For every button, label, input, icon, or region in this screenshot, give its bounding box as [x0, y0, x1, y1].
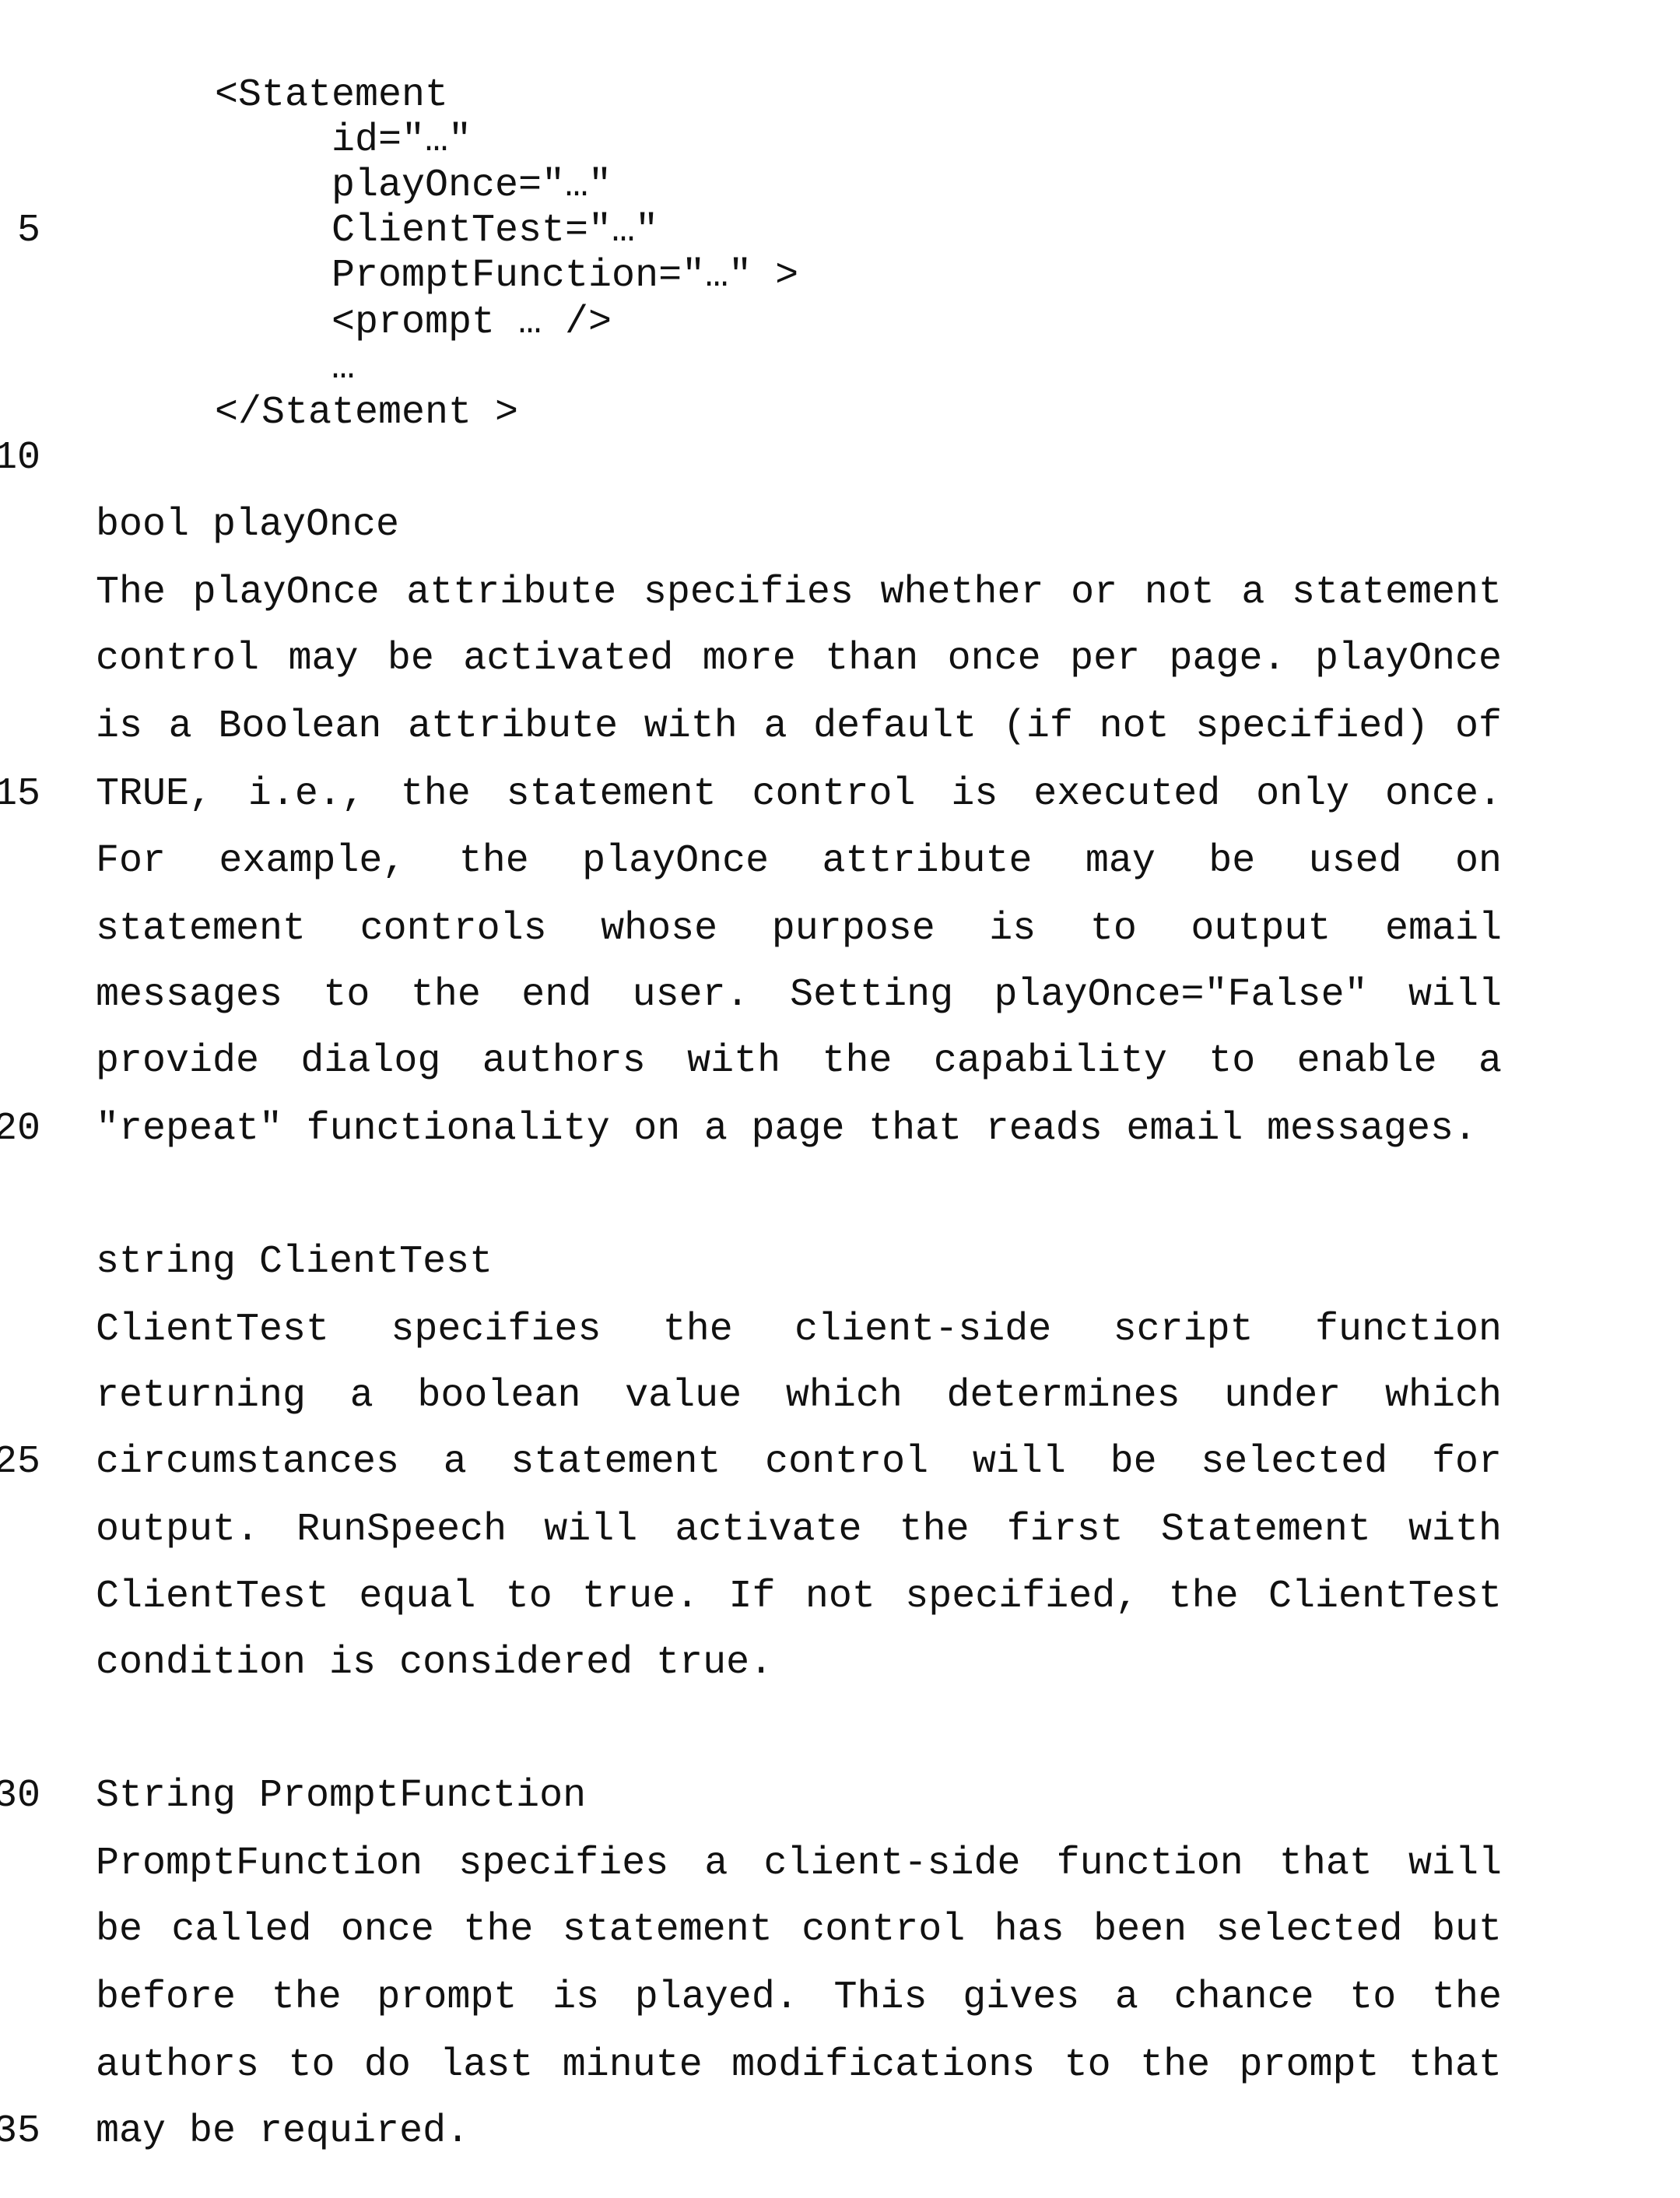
section-heading: string ClientTest: [96, 1239, 493, 1286]
code-line: …: [331, 345, 355, 391]
line-number: 5: [17, 208, 40, 255]
text-line: "repeat" functionality on a page that reads email messages.: [96, 1106, 1477, 1153]
line-number: 35: [0, 2108, 40, 2155]
code-line: PromptFunction="…" >: [331, 253, 798, 300]
code-line: </Statement >: [215, 390, 518, 437]
text-line: statement controls whose purpose is to output email: [96, 906, 1502, 953]
line-number: 10: [0, 435, 40, 482]
code-line: ClientTest="…": [331, 208, 658, 255]
line-number: 25: [0, 1439, 40, 1486]
text-line: returning a boolean value which determines under which: [96, 1373, 1502, 1420]
code-line: id="…": [331, 118, 472, 164]
text-line: condition is considered true.: [96, 1640, 1502, 1687]
text-line: PromptFunction specifies a client-side function that will: [96, 1841, 1502, 1887]
text-line: be called once the statement control has been selected but: [96, 1907, 1502, 1954]
text-line: is a Boolean attribute with a default (if not specified) of: [96, 704, 1502, 750]
code-line: playOnce="…": [331, 163, 612, 209]
code-line: <Statement: [215, 72, 448, 119]
text-line: For example, the playOnce attribute may be used on: [96, 838, 1502, 885]
text-line: messages to the end user. Setting playOnce="False" will: [96, 972, 1502, 1019]
line-number: 20: [0, 1106, 40, 1153]
section-heading: bool playOnce: [96, 502, 399, 549]
text-line: before the prompt is played. This gives a chance to the: [96, 1975, 1502, 2021]
text-line: ClientTest equal to true. If not specified, the ClientTest: [96, 1574, 1502, 1620]
line-number: 15: [0, 771, 40, 818]
text-line: control may be activated more than once per page. playOnce: [96, 636, 1502, 683]
line-number: 30: [0, 1773, 40, 1820]
text-line: authors to do last minute modifications to the prompt that: [96, 2042, 1502, 2089]
text-line: ClientTest specifies the client-side script function: [96, 1307, 1502, 1354]
text-line: TRUE, i.e., the statement control is executed only once.: [96, 771, 1502, 818]
section-heading: String PromptFunction: [96, 1773, 586, 1820]
text-line: circumstances a statement control will be selected for: [96, 1439, 1502, 1486]
text-line: provide dialog authors with the capability to enable a: [96, 1038, 1502, 1085]
text-line: output. RunSpeech will activate the first Statement with: [96, 1507, 1502, 1554]
text-line: may be required.: [96, 2108, 1502, 2155]
code-line: <prompt … />: [331, 300, 612, 346]
text-line: The playOnce attribute specifies whether or not a statement: [96, 570, 1502, 616]
